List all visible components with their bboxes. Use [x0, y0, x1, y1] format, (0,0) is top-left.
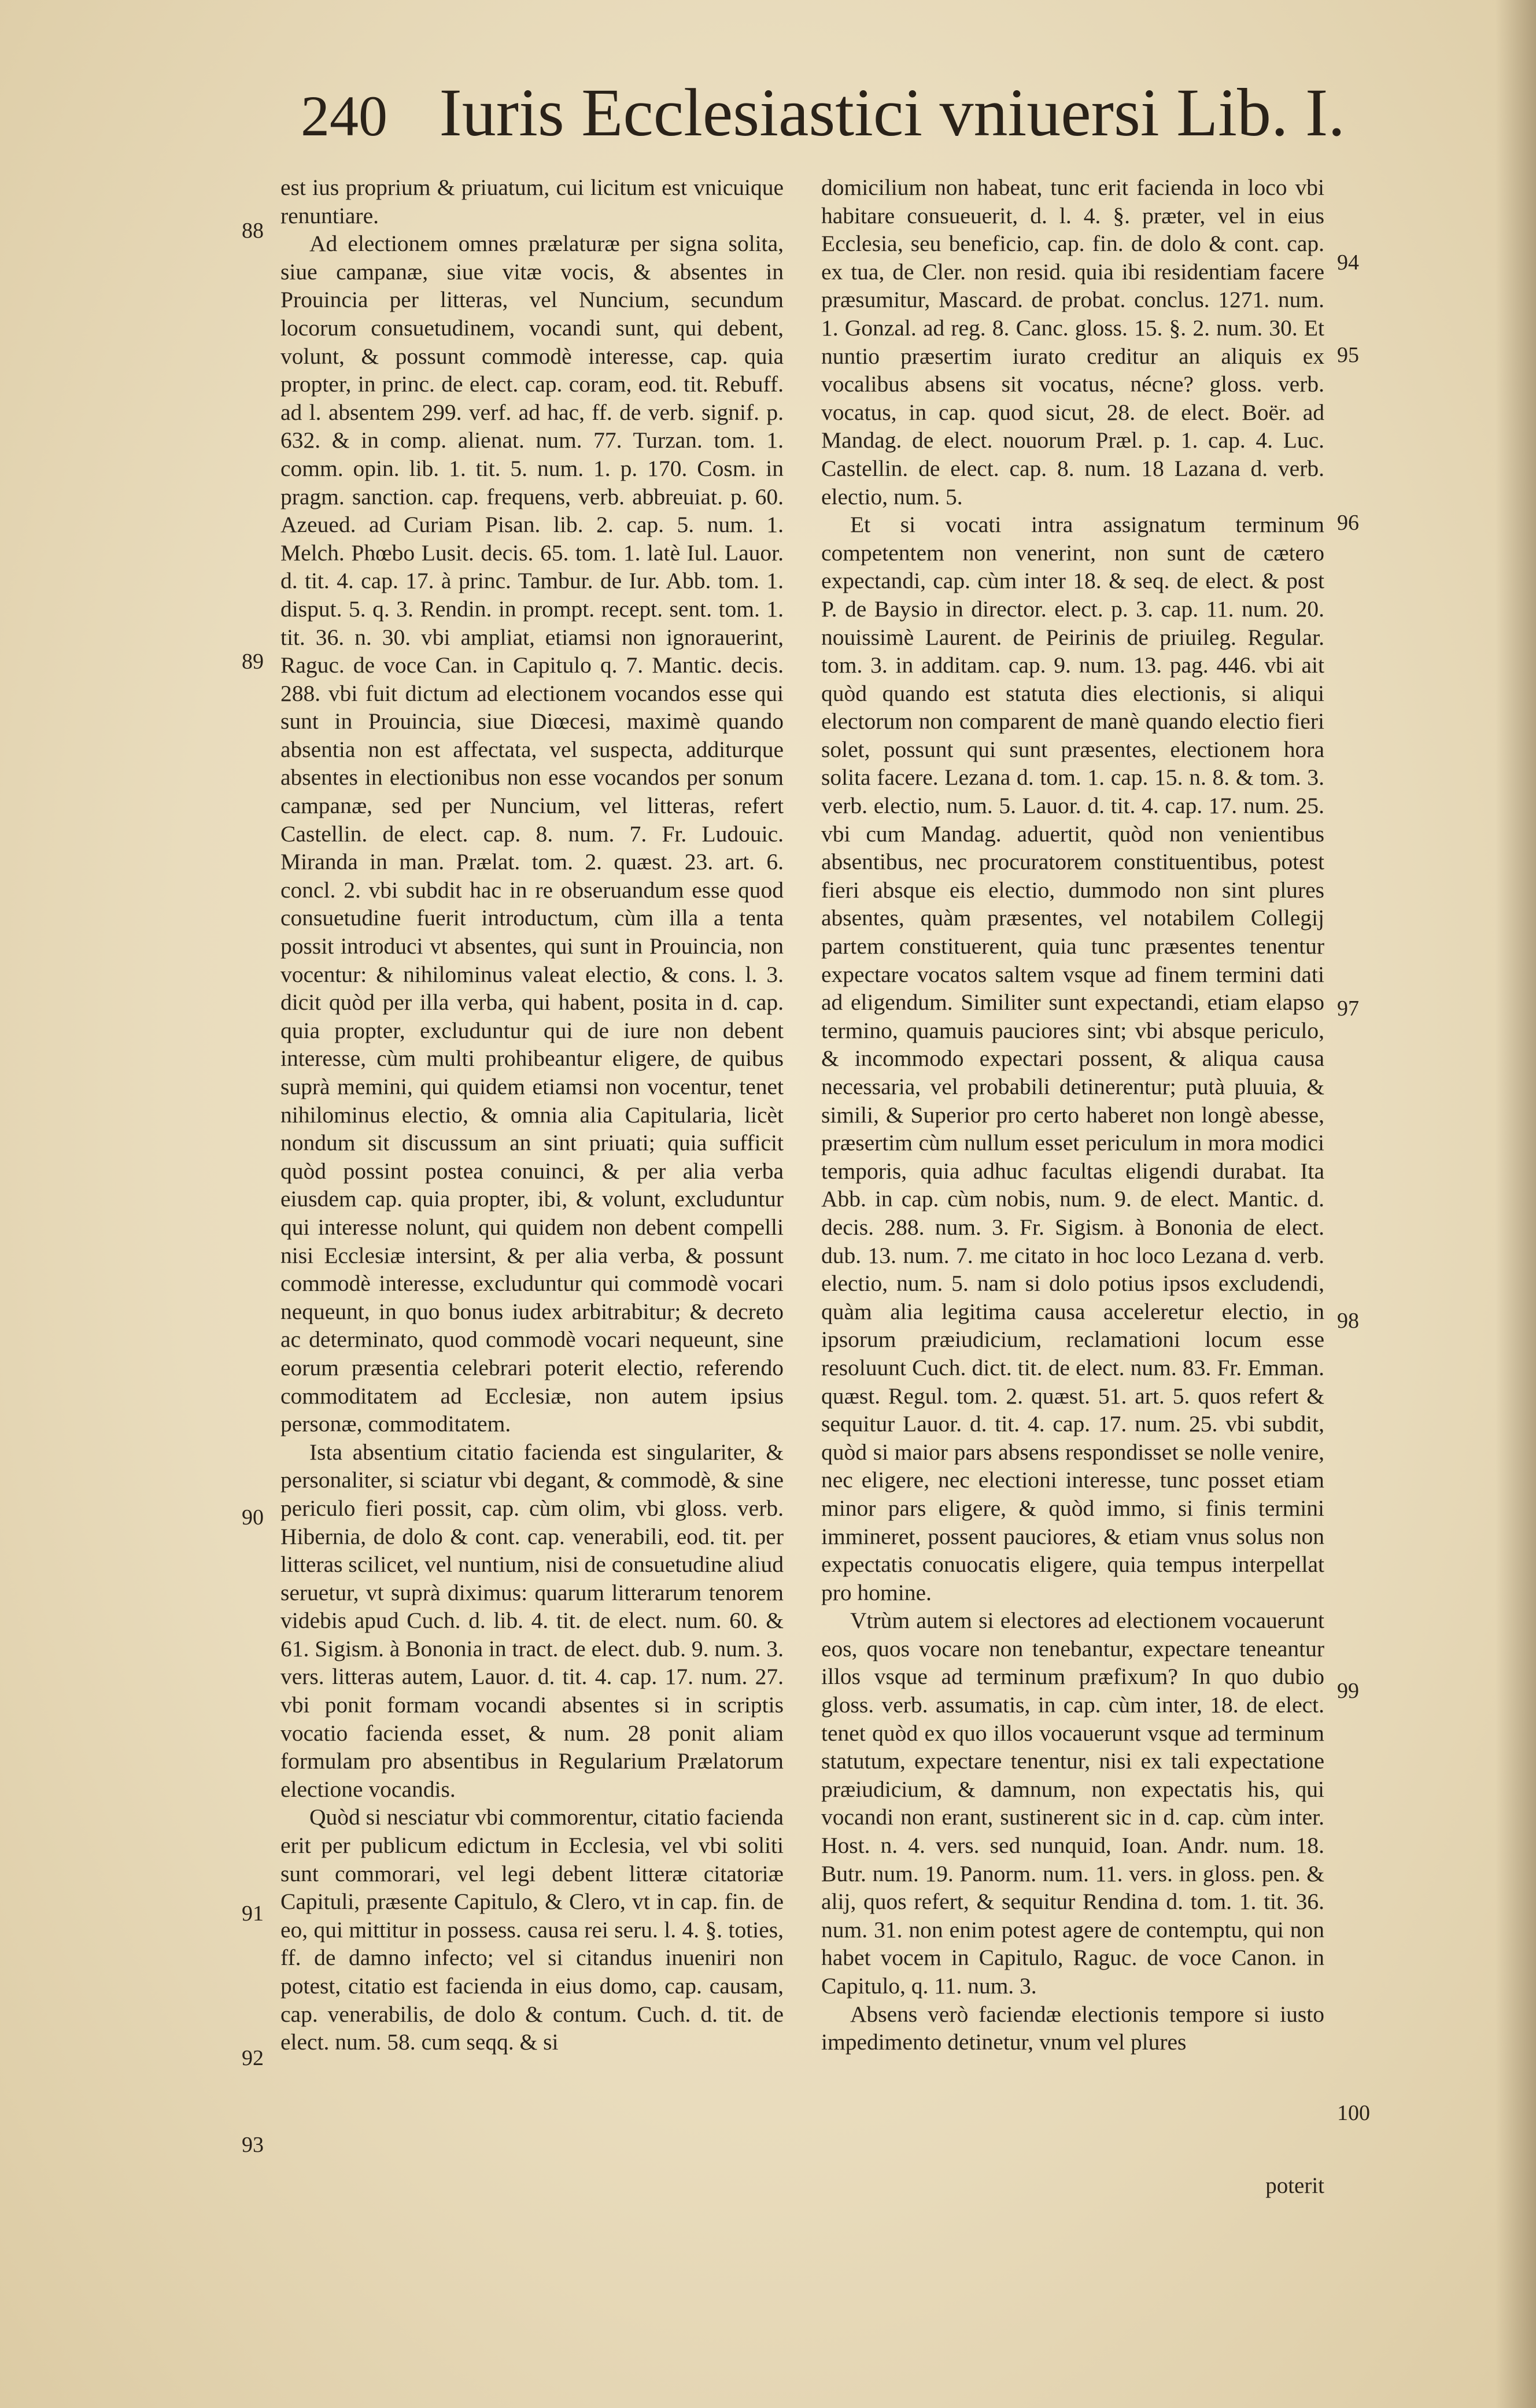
- paragraph: Quòd si nesciatur vbi commorentur, citatio facienda erit per publicum edictum in Ecclesia, vel vbi soliti sunt commorari, vel legi debent litteræ citatoriæ Capituli, præsente Capitulo, & Clero, vt in cap. fin. de eo, qui mittitur in possess. causa rei seru. l. 4. §. toties, ff. de damno infecto; vel si citandus inueniri non potest, citatio est facienda in eius domo, cap. causam, cap. venerabilis, de dolo & contum. Cuch. d. tit. de elect. num. 58. cum seqq. & si: [280, 1804, 784, 2055]
- paragraph: Absens verò faciendæ electionis tempore si iusto impedimento detinetur, vnum vel plures: [821, 2001, 1324, 2055]
- margin-paragraph-number: 88: [242, 219, 264, 243]
- margin-paragraph-number: 91: [242, 1901, 264, 1926]
- page-gutter-shadow: [1496, 0, 1536, 2408]
- page-number: 240: [301, 84, 387, 148]
- left-column: [280, 173, 784, 2169]
- margin-paragraph-number: 100: [1337, 2101, 1370, 2125]
- margin-paragraph-number: 90: [242, 1505, 264, 1530]
- margin-paragraph-number: 93: [242, 2133, 264, 2157]
- margin-paragraph-number: 89: [242, 649, 264, 674]
- running-header: [301, 64, 1400, 162]
- margin-paragraph-number: 98: [1337, 1309, 1359, 1333]
- margin-paragraph-number: 94: [1337, 250, 1359, 275]
- paragraph: Et si vocati intra assignatum terminum competentem non venerint, non sunt de cætero expectandi, cap. cùm inter 18. & seq. de elect. & post P. de Baysio in director. elect. p. 3. cap. 11. num. 20. nouissimè Laurent. de Peirinis de priuileg. Regular. tom. 3. in additam. cap. 9. num. 13. pag. 446. vbi ait quòd quando est statuta dies electionis, si aliqui electorum non comparent de manè quando electio fieri solet, possunt qui sunt præsentes, electionem hora solita facere. Lezana d. tom. 1. cap. 15. n. 8. & tom. 3. verb. electio, num. 5. Lauor. d. tit. 4. cap. 17. num. 25. vbi cum Mandag. aduertit, quòd non venientibus absentibus, nec procuratorem constituentibus, potest fieri absque eis electio, dummodo non sint plures absentes, quàm præsentes, vel notabilem Collegij partem constituerent, quia tunc præsentes tenentur expectare vocatos saltem vsque ad finem termini dati ad eligendum. Similiter sunt expectandi, etiam elapso termino, quamuis pauciores sint; vbi absque periculo, & incommodo expectari possent, & aliqua causa necessaria, vel probabili detinerentur; putà pluuia, & simili, & Superior pro certo haberet non longè abesse, præsertim cùm nullum esset periculum in mora modici temporis, quia adhuc facultas eligendi durabat. Ita Abb. in cap. cùm nobis, num. 9. de elect. Mantic. d. decis. 288. num. 3. Fr. Sigism. à Bononia de elect. dub. 13. num. 7. me citato in hoc loco Lezana d. verb. electio, num. 5. nam si dolo potius ipsos excludendi, quàm alia legitima causa acceleretur electio, in ipsorum præiudicium, reclamationi locum esse resoluunt Cuch. dict. tit. de elect. num. 83. Fr. Emman. quæst. Regul. tom. 2. quæst. 51. art. 5. quos refert & sequitur Lauor. d. tit. 4. cap. 17. num. 25. vbi subdit, quòd si maior pars absens respondisset se nolle venire, nec eligere, nec electioni interesse, tunc posset etiam minor pars eligere, & quòd immo, si finis termini immineret, possent pauciores, & etiam vnus solus non expectatis conuocatis eligere, quia tempus interpellat pro homine.: [821, 512, 1324, 1605]
- margin-paragraph-number: 96: [1337, 511, 1359, 535]
- margin-paragraph-number: 95: [1337, 343, 1359, 367]
- paragraph: Vtrùm autem si electores ad electionem vocauerunt eos, quos vocare non tenebantur, expectare teneantur illos vsque ad terminum præfixum? In quo dubio gloss. verb. assumatis, in cap. cùm inter, 18. de elect. tenet quòd ex quo illos vocauerunt vsque ad terminum statutum, expectare tenentur, nisi ex tali expectatione præiudicium, & damnum, non expectatis his, qui vocandi non erant, sustinerent sic in d. cap. cùm inter. Host. n. 4. vers. sed nunquid, Ioan. Andr. num. 18. Butr. num. 19. Panorm. num. 11. vers. in gloss. pen. & alij, quos refert, & sequitur Rendina d. tom. 1. tit. 36. num. 31. non enim potest agere de contemptu, qui non habet vocem in Capitulo, Raguc. de voce Canon. in Capitulo, q. 11. num. 3.: [821, 1608, 1324, 1999]
- margin-paragraph-number: 97: [1337, 996, 1359, 1021]
- right-column: [821, 173, 1324, 2169]
- running-title: Iuris Ecclesiastici vniuersi Lib. I.: [439, 75, 1345, 150]
- paragraph: Ad electionem omnes prælaturæ per signa solita, siue campanæ, siue vitæ vocis, & absentes in Prouincia per litteras, vel Nuncium, secundum locorum consuetudinem, vocandi sunt, qui debent, volunt, & possunt commodè interesse, cap. quia propter, in princ. de elect. cap. coram, eod. tit. Rebuff. ad l. absentem 299. verf. ad hac, ff. de verb. signif. p. 632. & in comp. alienat. num. 77. Turzan. tom. 1. comm. opin. lib. 1. tit. 5. num. 1. p. 170. Cosm. in pragm. sanction. cap. frequens, verb. abbreuiat. p. 60. Azeued. ad Curiam Pisan. lib. 2. cap. 5. num. 1. Melch. Phœbo Lusit. decis. 65. tom. 1. latè Iul. Lauor. d. tit. 4. cap. 17. à princ. Tambur. de Iur. Abb. tom. 1. disput. 5. q. 3. Rendin. in prompt. recept. sent. tom. 1. tit. 36. n. 30. vbi ampliat, etiamsi non ignorauerint, Raguc. de voce Can. in Capitulo q. 7. Mantic. decis. 288. vbi fuit dictum ad electionem vocandos esse qui sunt in Prouincia, siue Diœcesi, maximè quando absentia non est affectata, vel suspecta, additurque absentes in electionibus non esse vocandos per sonum campanæ, sed per Nuncium, vel litteras, refert Castellin. de elect. cap. 8. num. 7. Fr. Ludouic. Miranda in man. Prælat. tom. 2. quæst. 23. art. 6. concl. 2. vbi subdit hac in re obseruandum esse quod consuetudine fuerit introductum, cùm illa a tenta possit introduci vt absentes, qui sunt in Prouincia, non vocentur: & nihilominus valeat electio, & cons. l. 3. dicit quòd per illa verba, qui habent, posita in d. cap. quia propter, excluduntur qui de iure non debent interesse, cùm multi prohibeantur eligere, de quibus suprà memini, qui quidem etiamsi non vocentur, tenet nihilominus electio, & omnia alia Capitularia, licèt nondum sit discussum an sint priuati; quia sufficit quòd possint postea conuinci, & per alia verba eiusdem cap. quia propter, ibi, & volunt, excluduntur qui interesse nolunt, qui quidem non debent compelli nisi Ecclesiæ intersint, & per alia verba, & possunt commodè interesse, excluduntur qui commodè vocari nequeunt, in quo bonus iudex arbitrabitur; & decreto ac determinato, quod commodè vocari nequeunt, sine eorum præsentia celebrari poterit electio, referendo commoditatem ad Ecclesiæ, non autem ipsius personæ, commoditatem.: [280, 231, 784, 1437]
- catchword: poterit: [1265, 2173, 1324, 2198]
- paragraph: domicilium non habeat, tunc erit facienda in loco vbi habitare consueuerit, d. l. 4. §. præter, vel in eius Ecclesia, seu beneficio, cap. fin. de dolo & cont. cap. ex tua, de Cler. non resid. quia ibi residentiam facere præsumitur, Mascard. de probat. conclus. 1271. num. 1. Gonzal. ad reg. 8. Canc. gloss. 15. §. 2. num. 30. Et nuntio præsertim iurato creditur an aliquis ex vocalibus absens sit vocatus, nécne? gloss. verb. vocatus, in cap. quod sicut, 28. de elect. Boër. ad Mandag. de elect. nouorum Præl. p. 1. cap. 4. Luc. Castellin. de elect. cap. 8. num. 18 Lazana d. verb. electio, num. 5.: [821, 175, 1324, 509]
- margin-paragraph-number: 99: [1337, 1679, 1359, 1703]
- paragraph: est ius proprium & priuatum, cui licitum est vnicuique renuntiare.: [280, 175, 784, 228]
- margin-paragraph-number: 92: [242, 2046, 264, 2070]
- paragraph: Ista absentium citatio facienda est singulariter, & personaliter, si sciatur vbi degant, & commodè, & sine periculo fieri possit, cap. cùm olim, vbi gloss. verb. Hibernia, de dolo & cont. cap. venerabili, eod. tit. per litteras scilicet, vel nuntium, nisi de consuetudine aliud seruetur, vt suprà diximus: quarum litterarum tenorem videbis apud Cuch. d. lib. 4. tit. de elect. num. 60. & 61. Sigism. à Bononia in tract. de elect. dub. 9. num. 3. vers. litteras autem, Lauor. d. tit. 4. cap. 17. num. 27. vbi ponit formam vocandi absentes si in scriptis vocatio facienda esset, & num. 28 ponit aliam formulam pro absentibus in Regularium Prælatorum electione vocandis.: [280, 1439, 784, 1802]
